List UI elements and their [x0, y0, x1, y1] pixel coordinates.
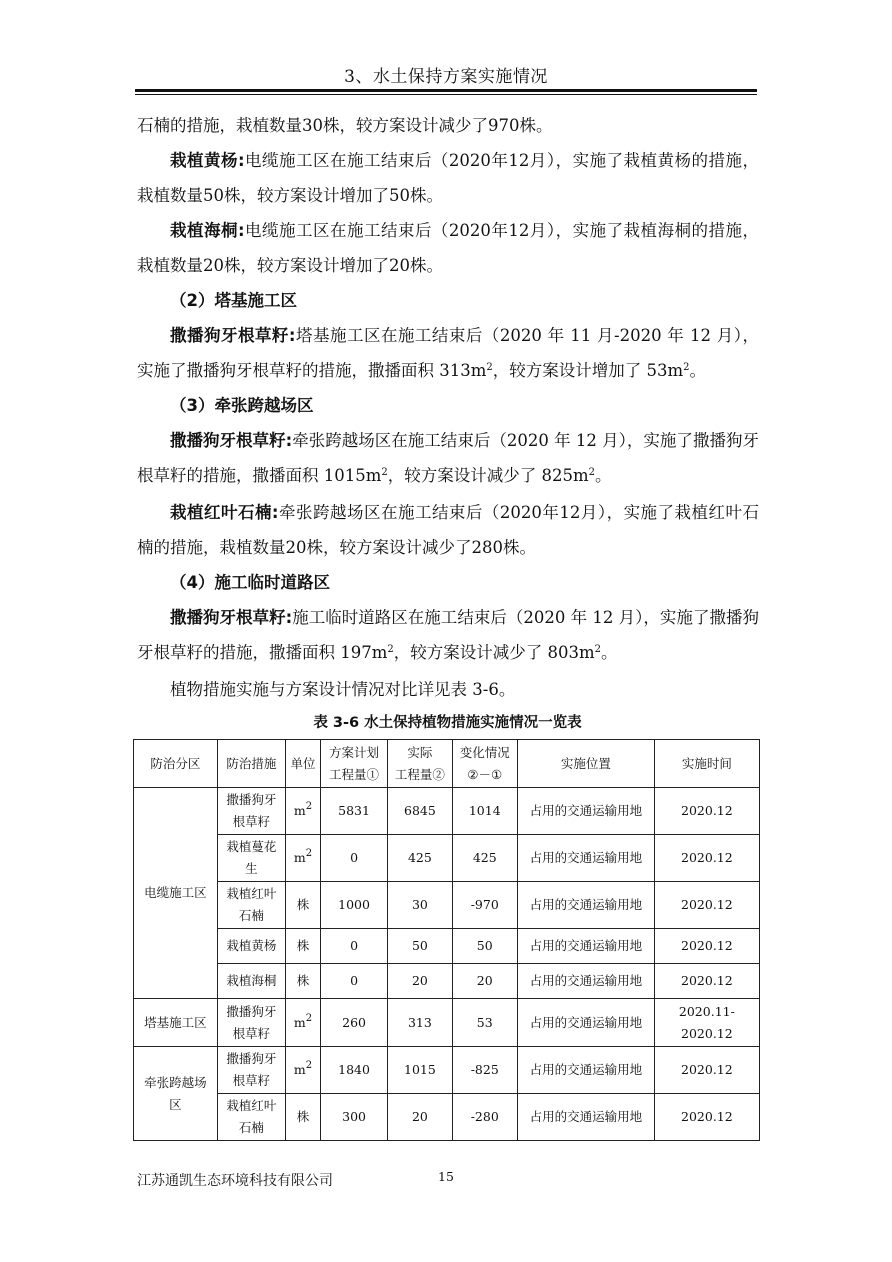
paragraph-pittosporum: 栽植海桐:电缆施工区在施工结束后（2020年12月），实施了栽植海桐的措施，栽植数量20株，较方案设计增加了20株。 — [137, 221, 759, 275]
measure-cell: 撒播狗牙 根草籽 — [217, 788, 285, 835]
actual-cell: 50 — [388, 929, 452, 964]
change-cell: 20 — [452, 964, 517, 999]
actual-cell: 1015 — [388, 1047, 452, 1094]
planned-cell: 5831 — [320, 788, 387, 835]
location-cell: 占用的交通运输用地 — [517, 929, 654, 964]
header-unit: 单位 — [286, 740, 321, 788]
header-change: 变化情况 ②－① — [452, 740, 517, 788]
unit-cell: $m^2$ — [286, 788, 321, 835]
paragraph-boxwood: 栽植黄杨:电缆施工区在施工结束后（2020年12月），实施了栽植黄杨的措施，栽植数量50株，较方案设计增加了50株。 — [137, 151, 759, 205]
measure-cell: 栽植海桐 — [217, 964, 285, 999]
change-cell: 1014 — [452, 788, 517, 835]
change-cell: -970 — [452, 882, 517, 929]
paragraph-crossing-seeding: 撒播狗牙根草籽:牵张跨越场区在施工结束后（2020 年 12 月），实施了撒播狗牙根草籽的措施，撒播面积 $1015m^2$，较方案设计减少了 $825m^2$。 — [137, 431, 759, 485]
change-cell: 50 — [452, 929, 517, 964]
unit-cell: $m^2$ — [286, 999, 321, 1047]
unit-cell: 株 — [286, 1094, 321, 1141]
planned-cell: 260 — [320, 999, 387, 1047]
paragraph-table-reference: 植物措施实施与方案设计情况对比详见表 3-6。 — [170, 680, 516, 699]
actual-cell: 425 — [388, 835, 452, 882]
table-row — [134, 1047, 760, 1094]
paragraph-lead: 撒播狗牙根草籽: — [170, 608, 293, 627]
paragraph-road-seeding: 撒播狗牙根草籽:施工临时道路区在施工结束后（2020 年 12 月），实施了撒播狗牙根草籽的措施，撒播面积 $197m^2$，较方案设计减少了 $803m^2$。 — [137, 608, 759, 662]
header-rule-thick — [135, 89, 757, 92]
measure-cell: 撒播狗牙 根草籽 — [217, 1047, 285, 1094]
header-actual: 实际 工程量② — [388, 740, 452, 788]
measures-table — [133, 739, 760, 1141]
location-cell: 占用的交通运输用地 — [517, 835, 654, 882]
planned-cell: 0 — [320, 835, 387, 882]
change-cell: 425 — [452, 835, 517, 882]
header-measure: 防治措施 — [217, 740, 285, 788]
paragraph-tower-seeding: 撒播狗牙根草籽:塔基施工区在施工结束后（2020 年 11 月-2020 年 12 月），实施了撒播狗牙根草籽的措施，撒播面积 $313m^2$，较方案设计增加了 $53m^2$。 — [137, 326, 759, 380]
paragraph-lead: 栽植海桐: — [170, 221, 245, 240]
time-cell: 2020.12 — [654, 835, 759, 882]
header-zone: 防治分区 — [134, 740, 218, 788]
location-cell: 占用的交通运输用地 — [517, 1047, 654, 1094]
paragraph-lead: 栽植黄杨: — [170, 151, 245, 170]
planned-cell: 0 — [320, 929, 387, 964]
footer-page-number: 15 — [438, 1169, 454, 1184]
paragraph-lead: 撒播狗牙根草籽: — [170, 431, 293, 450]
page-header-title: 3、水土保持方案实施情况 — [344, 67, 548, 87]
location-cell: 占用的交通运输用地 — [517, 964, 654, 999]
table-row — [134, 882, 760, 929]
table-caption: 表 3-6 水土保持植物措施实施情况一览表 — [313, 715, 582, 731]
section-heading-road: （4）施工临时道路区 — [170, 573, 330, 592]
unit-cell: 株 — [286, 882, 321, 929]
zone-cell-cable: 电缆施工区 — [134, 788, 218, 999]
location-cell: 占用的交通运输用地 — [517, 1094, 654, 1141]
planned-cell: 300 — [320, 1094, 387, 1141]
actual-cell: 313 — [388, 999, 452, 1047]
unit-cell: $m^2$ — [286, 835, 321, 882]
location-cell: 占用的交通运输用地 — [517, 999, 654, 1047]
footer-company: 江苏通凯生态环境科技有限公司 — [137, 1173, 333, 1189]
location-cell: 占用的交通运输用地 — [517, 788, 654, 835]
paragraph-lead: 栽植红叶石楠: — [170, 503, 279, 522]
header-rule-thin — [135, 94, 757, 95]
paragraph-crossing-photinia: 栽植红叶石楠:牵张跨越场区在施工结束后（2020年12月），实施了栽植红叶石楠的措施，栽植数量20株，较方案设计减少了280株。 — [137, 503, 759, 557]
table-row — [134, 999, 760, 1047]
change-cell: -825 — [452, 1047, 517, 1094]
change-cell: -280 — [452, 1094, 517, 1141]
section-heading-crossing: （3）牵张跨越场区 — [170, 396, 314, 415]
time-cell: 2020.12 — [654, 964, 759, 999]
zone-cell-tower: 塔基施工区 — [134, 999, 218, 1047]
measure-cell: 栽植红叶 石楠 — [217, 882, 285, 929]
header-planned: 方案计划 工程量① — [320, 740, 387, 788]
time-cell: 2020.12 — [654, 788, 759, 835]
unit-cell: $m^2$ — [286, 1047, 321, 1094]
planned-cell: 1000 — [320, 882, 387, 929]
paragraph-lead: 撒播狗牙根草籽: — [170, 326, 296, 345]
time-cell: 2020.12 — [654, 882, 759, 929]
measure-cell: 栽植红叶 石楠 — [217, 1094, 285, 1141]
measure-cell: 撒播狗牙 根草籽 — [217, 999, 285, 1047]
table-row — [134, 964, 760, 999]
body-text — [137, 108, 759, 707]
zone-cell-crossing: 牵张跨越场 区 — [134, 1047, 218, 1141]
actual-cell: 6845 — [388, 788, 452, 835]
measure-cell: 栽植蔓花 生 — [217, 835, 285, 882]
table-row — [134, 1094, 760, 1141]
time-cell: 2020.11-2020.12 — [654, 999, 759, 1047]
section-heading-tower: （2）塔基施工区 — [170, 291, 297, 310]
table-row — [134, 788, 760, 835]
header-time: 实施时间 — [654, 740, 759, 788]
time-cell: 2020.12 — [654, 1047, 759, 1094]
table-header-row — [134, 740, 760, 788]
location-cell: 占用的交通运输用地 — [517, 882, 654, 929]
planned-cell: 0 — [320, 964, 387, 999]
table-row — [134, 929, 760, 964]
time-cell: 2020.12 — [654, 1094, 759, 1141]
actual-cell: 20 — [388, 1094, 452, 1141]
measure-cell: 栽植黄杨 — [217, 929, 285, 964]
unit-cell: 株 — [286, 929, 321, 964]
paragraph-continuation: 石楠的措施，栽植数量30株，较方案设计减少了970株。 — [137, 116, 553, 135]
time-cell: 2020.12 — [654, 929, 759, 964]
table-row — [134, 835, 760, 882]
actual-cell: 30 — [388, 882, 452, 929]
planned-cell: 1840 — [320, 1047, 387, 1094]
header-location: 实施位置 — [517, 740, 654, 788]
unit-cell: 株 — [286, 964, 321, 999]
actual-cell: 20 — [388, 964, 452, 999]
change-cell: 53 — [452, 999, 517, 1047]
